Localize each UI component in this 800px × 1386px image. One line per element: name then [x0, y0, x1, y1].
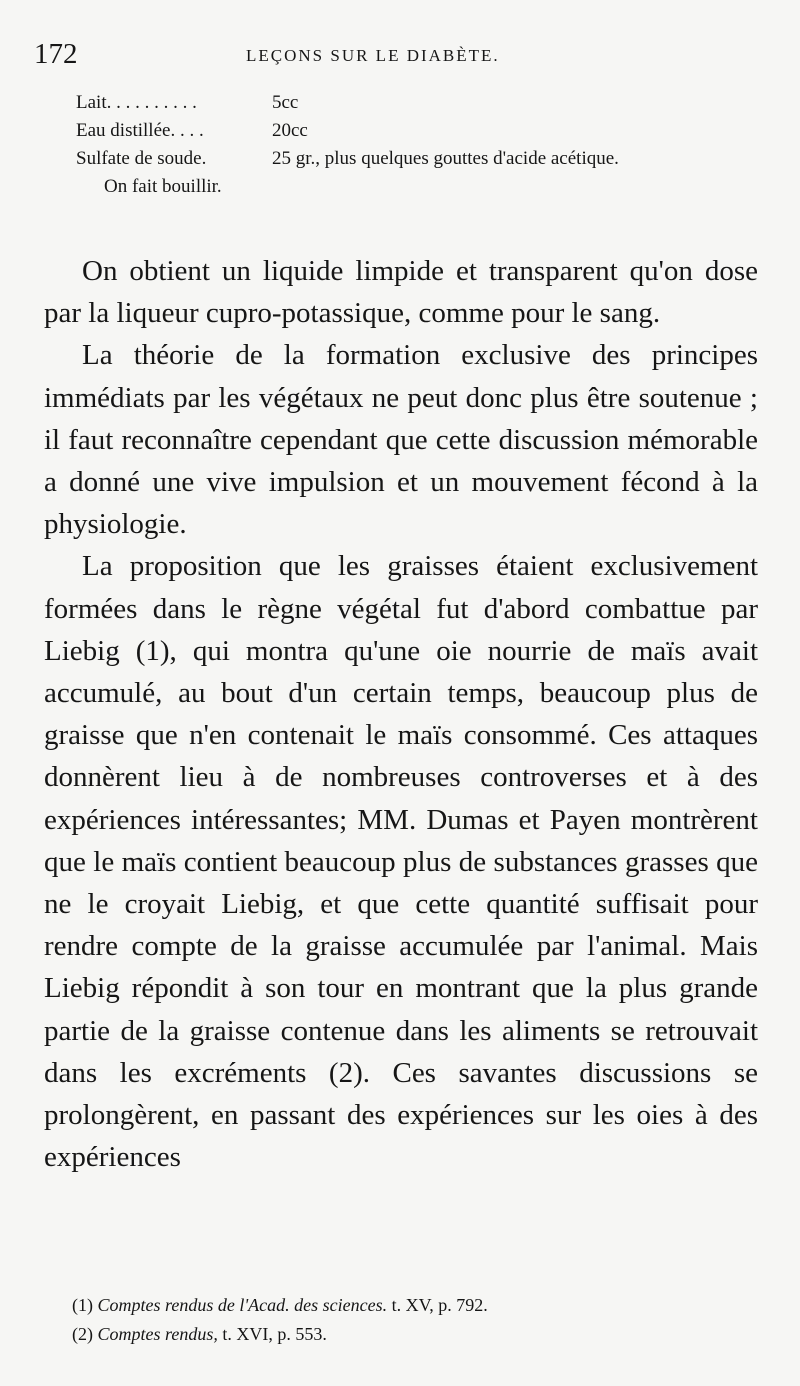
- paragraph: La proposition que les graisses étaient exclusivement formées dans le règne végétal fut d'abord combattue par Liebig (1), qui montra qu'une oie nourrie de maïs avait accumulé, au bout d'un certain temps, beaucoup plus de graisse que n'en contenait le maïs consommé. Ces attaques donnèrent lieu à de nombreuses controverses et à des expériences intéressantes; MM. Dumas et Payen montrèrent que le maïs contient beaucoup plus de substances grasses que ne le croyait Liebig, et que cette quantité suffisait pour rendre compte de la graisse accumulée par l'animal. Mais Liebig répondit à son tour en montrant que la plus grande partie de la graisse contenue dans les aliments se retrouvait dans les excréments (2). Ces savantes discussions se prolongèrent, en passant des expériences sur les oies à des expériences: [44, 550, 758, 1174]
- recipe-note-row: [76, 176, 766, 204]
- recipe-item-amount: 5cc: [272, 92, 299, 113]
- footnote-detail: t. XV, p. 792.: [391, 1295, 488, 1315]
- recipe-note: On fait bouillir.: [104, 176, 222, 197]
- recipe-item-name: Eau distillée. . . .: [76, 120, 204, 141]
- recipe-item-amount: 25 gr., plus quelques gouttes d'acide acétique.: [272, 148, 619, 169]
- footnotes: [72, 1291, 762, 1349]
- footnote-reference: Comptes rendus,: [97, 1324, 218, 1344]
- footnote: [72, 1291, 762, 1320]
- running-head: LEÇONS SUR LE DIABÈTE.: [246, 46, 500, 65]
- footnote-detail: t. XVI, p. 553.: [222, 1324, 327, 1344]
- paragraph: On obtient un liquide limpide et transparent qu'on dose par la liqueur cupro-potassique, comme pour le sang.: [44, 255, 758, 330]
- recipe-block: [76, 92, 766, 204]
- recipe-row: [76, 148, 766, 176]
- recipe-item-amount: 20cc: [272, 120, 308, 141]
- recipe-item-name: Lait. . . . . . . . . .: [76, 92, 197, 113]
- page-number: 172: [34, 38, 78, 70]
- footnote-mark: (1): [72, 1295, 93, 1315]
- recipe-row: [76, 120, 766, 148]
- recipe-row: [76, 92, 766, 120]
- recipe-item-name: Sulfate de soude.: [76, 148, 207, 169]
- paragraph: La théorie de la formation exclusive des principes immédiats par les végétaux ne peut donc plus être soutenue ; il faut reconnaître cependant que cette discussion mémorable a donné une vive impulsion et un mouvement fécond à la physiologie.: [44, 339, 758, 541]
- body-text: [44, 250, 758, 1178]
- footnote-mark: (2): [72, 1324, 93, 1344]
- footnote-reference: Comptes rendus de l'Acad. des sciences.: [97, 1295, 388, 1315]
- page-header: [34, 38, 764, 72]
- footnote: [72, 1320, 762, 1349]
